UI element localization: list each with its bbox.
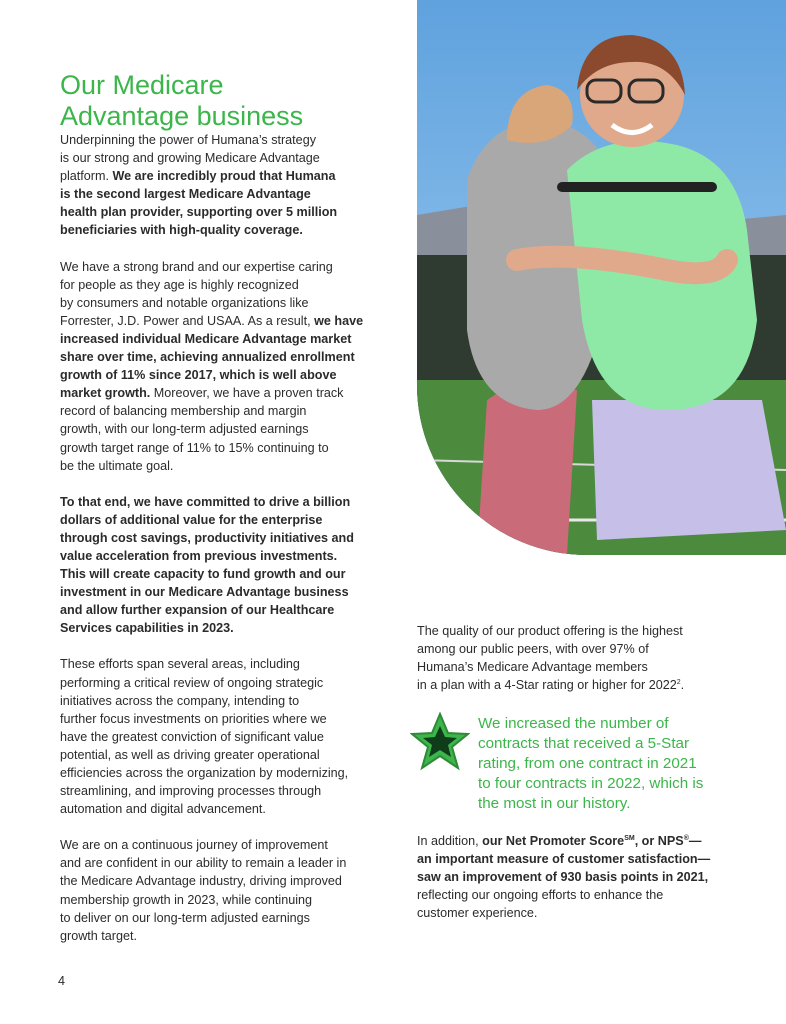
five-star-callout xyxy=(410,712,770,817)
paragraph-2 xyxy=(60,258,378,475)
text-line: the Medicare Advantage industry, driving improved xyxy=(60,874,342,889)
text-line: We are on a continuous journey of improvement xyxy=(60,838,328,853)
text-line: growth target range of 11% to 15% continuing to xyxy=(60,440,329,455)
right-column xyxy=(417,622,757,694)
text-line: The quality of our product offering is the highest xyxy=(417,624,683,638)
title-line-2: Advantage business xyxy=(60,101,304,132)
page-title xyxy=(60,70,390,132)
text-line: in a plan with a 4-Star rating or higher for 2022$^2$. xyxy=(417,678,685,693)
nps-paragraph xyxy=(417,832,757,922)
text-line: is the second largest Medicare Advantage xyxy=(60,187,311,202)
hero-photo xyxy=(417,0,786,555)
callout-line: to four contracts in 2022, which is xyxy=(478,775,704,792)
star-icon xyxy=(410,712,470,772)
text-line: platform. We are incredibly proud that Humana xyxy=(60,169,336,184)
text-line: by consumers and notable organizations like xyxy=(60,295,309,310)
text-line: is our strong and growing Medicare Advantage xyxy=(60,151,320,166)
text-line: initiatives across the company, intending to xyxy=(60,693,300,708)
text-line: investment in our Medicare Advantage business xyxy=(60,585,349,600)
left-column xyxy=(60,131,378,963)
text-line: further focus investments on priorities where we xyxy=(60,711,327,726)
text-line: potential, as well as driving greater operational xyxy=(60,747,320,762)
text-line: share over time, achieving annualized enrollment xyxy=(60,350,355,365)
text-line: automation and digital advancement. xyxy=(60,802,266,817)
quality-paragraph xyxy=(417,622,757,694)
callout-line: rating, from one contract in 2021 xyxy=(478,755,697,772)
text-line: and are confident in our ability to remain a leader in xyxy=(60,856,347,871)
text-line: be the ultimate goal. xyxy=(60,458,174,473)
text-line: Underpinning the power of Humana’s strategy xyxy=(60,133,316,147)
paragraph-1 xyxy=(60,131,378,240)
paragraph-5 xyxy=(60,836,378,945)
callout-line: contracts that received a 5-Star xyxy=(478,735,690,752)
text-line: to deliver on our long-term adjusted earnings xyxy=(60,910,310,925)
text-line: We have a strong brand and our expertise caring xyxy=(60,259,333,274)
text-line: These efforts span several areas, including xyxy=(60,657,300,672)
text-line: an important measure of customer satisfaction— xyxy=(417,852,711,867)
text-line: efficiencies across the organization by modernizing, xyxy=(60,766,349,780)
text-line: have the greatest conviction of significant value xyxy=(60,729,324,744)
title-line-1: Our Medicare xyxy=(60,70,224,101)
text-line: saw an improvement of 930 basis points in 2021, xyxy=(417,870,709,885)
text-line: customer experience. xyxy=(417,906,538,921)
text-line: Services capabilities in 2023. xyxy=(60,621,234,636)
text-line: In addition, our Net Promoter Score℠, or NPS®— xyxy=(417,834,702,848)
text-line: market growth. Moreover, we have a proven track xyxy=(60,386,344,401)
text-line: membership growth in 2023, while continuing xyxy=(60,892,313,907)
lavender-skirt xyxy=(592,400,786,540)
text-line: dollars of additional value for the enterprise xyxy=(60,512,323,527)
text-line: performing a critical review of ongoing strategic xyxy=(60,675,324,690)
text-line: growth target. xyxy=(60,928,138,943)
text-line: for people as they age is highly recognized xyxy=(60,277,299,292)
text-line: growth of 11% since 2017, which is well above xyxy=(60,368,337,383)
text-line: increased individual Medicare Advantage market xyxy=(60,331,352,346)
text-line: value acceleration from previous investments. xyxy=(60,548,338,563)
text-line: record of balancing membership and margin xyxy=(60,404,307,419)
text-line: Forrester, J.D. Power and USAA. As a result, we have xyxy=(60,313,364,328)
text-line: through cost savings, productivity initiatives and xyxy=(60,530,354,545)
paragraph-4 xyxy=(60,655,378,818)
callout-line: We increased the number of xyxy=(478,715,669,732)
text-line: reflecting our ongoing efforts to enhance the xyxy=(417,888,664,903)
text-line: growth, with our long-term adjusted earnings xyxy=(60,422,309,437)
callout-text xyxy=(478,714,778,814)
text-line: To that end, we have committed to drive a billion xyxy=(60,494,351,509)
text-line: among our public peers, with over 97% of xyxy=(417,642,649,657)
text-line: health plan provider, supporting over 5 million xyxy=(60,205,338,220)
text-line: beneficiaries with high-quality coverage. xyxy=(60,223,303,238)
text-line: streamlining, and improving processes through xyxy=(60,784,322,799)
hug-illustration xyxy=(417,0,786,555)
text-line: Humana’s Medicare Advantage members xyxy=(417,660,648,675)
paddle xyxy=(557,182,717,192)
text-line: and allow further expansion of our Healthcare xyxy=(60,603,335,618)
callout-line: the most in our history. xyxy=(478,795,631,812)
paragraph-3 xyxy=(60,493,378,638)
nps-paragraph-block xyxy=(417,832,757,922)
text-line: This will create capacity to fund growth and our xyxy=(60,567,346,582)
page-number: 4 xyxy=(58,974,66,988)
footnote-marker: 2 xyxy=(676,679,681,687)
